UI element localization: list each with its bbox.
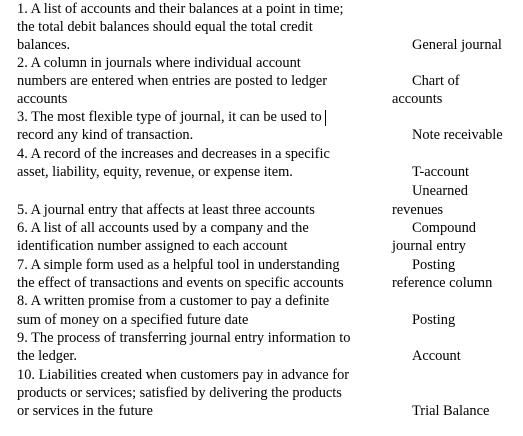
definition-8-line-2: sum of money on a specified future date (17, 312, 249, 328)
definition-2-line-3: accounts (17, 91, 68, 107)
term-general-journal: General journal (412, 37, 502, 53)
definition-2-line-1: 2. A column in journals where individual account (17, 55, 301, 71)
definition-1-line-1: 1. A list of accounts and their balances at a point in time; (17, 1, 344, 17)
definition-8-line-1: 8. A written promise from a customer to pay a definite (17, 293, 330, 309)
definition-10-line-2: products or services; satisfied by delivering the products (17, 385, 342, 401)
definition-2-line-2: numbers are entered when entries are posted to ledger (17, 73, 328, 89)
text-cursor (325, 110, 326, 126)
definition-6-line-2: identification number assigned to each account (17, 238, 288, 254)
definition-4-line-1: 4. A record of the increases and decreases in a specific (17, 146, 330, 162)
definition-10-line-1: 10. Liabilities created when customers pay in advance for (17, 367, 350, 383)
definition-1-line-3: balances. (17, 37, 71, 53)
definition-6-line-1: 6. A list of all accounts used by a company and the (17, 220, 309, 236)
definition-9-line-2: the ledger. (17, 348, 77, 364)
term-compound-entry-2: journal entry (392, 238, 466, 254)
term-chart-of-accounts-1: Chart of (412, 73, 460, 89)
term-posting-reference-2: reference column (392, 275, 493, 291)
definition-1-line-2: the total debit balances should equal the total credit (17, 19, 313, 35)
definition-3-line-1: 3. The most flexible type of journal, it can be used to (17, 109, 322, 125)
definition-9-line-1: 9. The process of transferring journal entry information to (17, 330, 351, 346)
term-account: Account (412, 348, 461, 364)
term-t-account: T-account (412, 164, 470, 180)
definition-5-line-1: 5. A journal entry that affects at least three accounts (17, 202, 315, 218)
term-compound-entry-1: Compound (412, 220, 476, 236)
definition-10-line-3: or services in the future (17, 403, 153, 419)
definition-3-line-2: record any kind of transaction. (17, 127, 194, 143)
definition-4-line-2: asset, liability, equity, revenue, or expense item. (17, 164, 293, 180)
term-unearned-revenues-2: revenues (392, 202, 444, 218)
term-note-receivable: Note receivable (412, 127, 503, 143)
term-trial-balance: Trial Balance (412, 403, 490, 419)
definition-7-line-2: the effect of transactions and events on specific accounts (17, 275, 344, 291)
term-posting: Posting (412, 312, 456, 328)
term-unearned-revenues-1: Unearned (412, 183, 468, 199)
term-chart-of-accounts-2: accounts (392, 91, 443, 107)
definition-7-line-1: 7. A simple form used as a helpful tool in understanding (17, 257, 340, 273)
term-posting-reference-1: Posting (412, 257, 456, 273)
